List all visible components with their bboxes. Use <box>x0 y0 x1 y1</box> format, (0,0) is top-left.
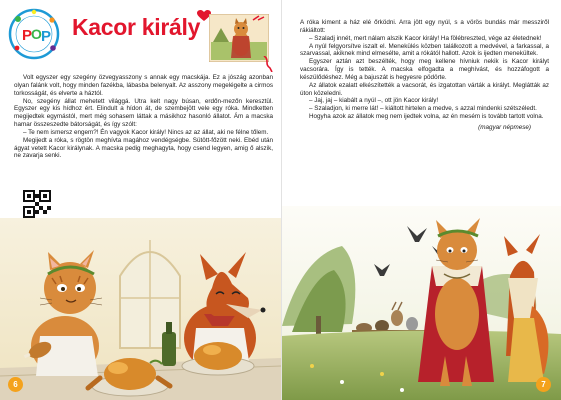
meadow-illustration <box>282 206 561 400</box>
paragraph: – Szaladjon, ki merre lát! – kiáltott hirtelen a medve, s azzal mindenki szétszéledt. <box>309 105 537 113</box>
paragraph: Megijedt a róka, s rögtön meghívta magához vendégségbe. Sütött-főzött neki. Ebéd után ágyat vetett Kacor királynak. A macska pedig meghagyta, hogy csend legyen, amig ő alszik, ne zavarja senki. <box>14 136 273 160</box>
paragraph: No, szegény állat mehetett világgá. Utra kelt nagy búsan, erdőn-mezőn keresztül. Egyszer egy kis hídhoz ért. Elindult a hídon át, de szembejött vele egy róka. Mindketten megijedtek egymástól, mert még sohasem láttak a másikhoz hasonló állatot. Ám a macska hamar összeszedte bátorságát, és így szólt: <box>14 97 273 129</box>
paragraph: Volt egyszer egy szegény özvegyasszony s annak egy macskája. Ez a jószág azonban olyan falánk volt, hogy minden fazékba, lábasba belenyalt. Az asszony megelégelte a cirmos torkosságát, és elverte a háztól. <box>14 74 273 97</box>
dining-illustration <box>0 218 282 400</box>
paragraph: – Te nem ismersz engem?! Én vagyok Kacor király! Nincs az az állat, aki ne félne tőlem. <box>23 128 269 136</box>
folk-tale-attribution: (magyar népmese) <box>478 123 531 131</box>
page-number-right: 7 <box>536 377 551 392</box>
paragraph: A róka kiment a ház elé őrködni. Arra jött egy nyúl, s a vörös bundás már messziről rákiáltott: <box>300 19 549 34</box>
story-title: Kacor király <box>72 14 201 40</box>
paragraph: Az állatok ezalatt elkészítették a vacsorát, és izgatottan várták a királyt. Meglátták az úton közeledni. <box>300 81 549 97</box>
red-ribbon-icon <box>262 56 274 72</box>
svg-text:O: O <box>31 26 42 42</box>
right-story-text <box>300 19 549 132</box>
paragraph: Egyszer aztán azt beszélték, hogy meg kellene hívniuk nekik is Kacor királyt vacsorára. Így is tették. A macska elfogadta a meghívást, és hozzáfogott a készülődéshez. Még a bajuszát is hegyesre pödörte. <box>300 58 549 81</box>
page-number-left: 6 <box>8 377 23 392</box>
svg-text:P: P <box>41 28 52 45</box>
left-story-text <box>14 74 273 160</box>
paragraph: A nyúl felgyorsítve iszalt el. Menekülés közben találkozott a medvével, a farkassal, a szarvassal, akiknek mind elmesélte, amit a rókától hallott. Azok is ijedten menekültek. <box>300 42 549 58</box>
paragraph: – Jaj, jaj – kiabált a nyúl –, ott jön Kacor király! <box>309 97 439 105</box>
paragraph: – Szaladj innét, mert nálam alszik Kacor király! Ha fölébreszted, vége az életednek! <box>309 34 542 42</box>
qr-code[interactable] <box>23 190 51 218</box>
title-thumbnail <box>209 14 269 62</box>
svg-text:P: P <box>22 27 33 44</box>
magazine-logo <box>8 8 62 60</box>
paragraph: Hogyha azok az állatok meg nem ijedtek volna, az én mesém is tovább tartott volna. <box>309 113 544 121</box>
right-page <box>282 0 561 400</box>
